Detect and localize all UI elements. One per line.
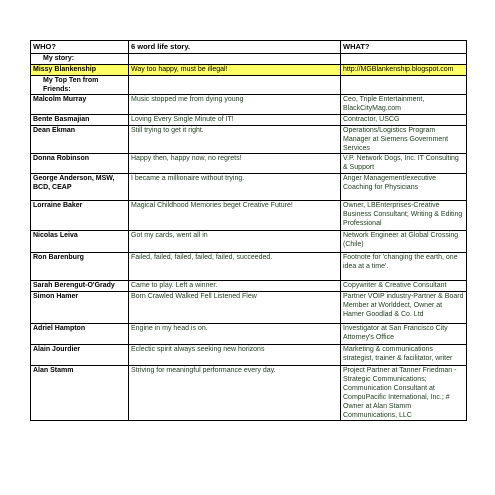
row-what: Project Partner at Tanner Friedman - Strategic Communications; Communication Consultant at CompuPacific International, Inc.; # Owner at Alan Stamm Communications, LLC [341,366,467,421]
section-empty-cell [129,54,341,65]
row-name: Malcolm Murray [31,95,129,115]
section-my-story [31,54,467,65]
header-who: WHO? [31,41,129,54]
row-what: Footnote for 'changing the earth, one idea at a time'. [341,253,467,281]
table-row [31,174,467,201]
row-name: Bente Basmajian [31,115,129,126]
header-story: 6 word life story. [129,41,341,54]
header-row [31,41,467,54]
row-name: Nicolas Leiva [31,231,129,253]
row-story: Music stopped me from dying young [129,95,341,115]
row-story: Failed, failed, failed, failed, failed, succeeded. [129,253,341,281]
row-name: Donna Robinson [31,154,129,174]
row-name: George Anderson, MSW, BCD, CEAP [31,174,129,201]
section-top-ten [31,76,467,95]
row-name: Simon Hamer [31,292,129,324]
row-what: Ceo, Triple Entertainment, BlackCityMag.com [341,95,467,115]
life-story-spreadsheet [30,40,467,421]
row-story: Engine in my head is on. [129,324,341,345]
highlight-link[interactable]: http://MGBlankenship.blogspot.com [341,65,467,76]
row-story: Came to play. Left a winner. [129,281,341,292]
table-row [31,345,467,366]
row-name: Alain Jourdier [31,345,129,366]
row-what: Contractor, USCG [341,115,467,126]
section-label-my-story: My story: [31,54,129,65]
highlight-row [31,65,467,76]
row-what: Operations/Logistics Program Manager at Siemens Government Services [341,126,467,154]
row-story: Still trying to get it right. [129,126,341,154]
row-story: Happy then, happy now, no regrets! [129,154,341,174]
row-name: Sarah Berengut-O'Grady [31,281,129,292]
table-row [31,126,467,154]
row-what: Investigator at San Francisco City Attorney's Office [341,324,467,345]
table-row [31,201,467,231]
row-what: Network Engineer at Global Crossing (Chile) [341,231,467,253]
table-row [31,95,467,115]
section-empty-cell [341,54,467,65]
row-story: Got my cards, went all in [129,231,341,253]
table-row [31,154,467,174]
header-what: WHAT? [341,41,467,54]
table-row [31,366,467,421]
row-what: Copywriter & Creative Consultant [341,281,467,292]
table-row [31,292,467,324]
section-label-top-ten: My Top Ten from Friends: [31,76,129,95]
table-row [31,115,467,126]
friend-rows [31,95,467,421]
section-empty-cell [341,76,467,95]
row-name: Adriel Hampton [31,324,129,345]
table-row [31,231,467,253]
highlight-name: Missy Blankenship [31,65,129,76]
row-name: Lorraine Baker [31,201,129,231]
highlight-story: Way too happy, must be illegal! [129,65,341,76]
section-empty-cell [129,76,341,95]
table-row [31,281,467,292]
row-story: Eclectic spirit always seeking new horizons [129,345,341,366]
row-story: Loving Every Single Minute of IT! [129,115,341,126]
row-what: V.P. Network Dogs, Inc. IT Consulting & Support [341,154,467,174]
row-what: Partner VOIP industry-Partner & Board Member at Worlddect, Owner at Hamer Goodlad & Co. Ltd [341,292,467,324]
row-story: Magical Childhood Memories beget Creative Future! [129,201,341,231]
row-name: Ron Barenburg [31,253,129,281]
table-row [31,253,467,281]
row-what: Owner, LBEnterprises-Creative Business Consultant; Writing & Editing Professional [341,201,467,231]
row-what: Anger Management/executive Coaching for Physicians [341,174,467,201]
row-story: Born Crawled Walked Fell Listened Flew [129,292,341,324]
row-name: Alan Stamm [31,366,129,421]
row-story: Striving for meaningful performance every day. [129,366,341,421]
row-story: I became a millionaire without trying. [129,174,341,201]
row-name: Dean Ekman [31,126,129,154]
table-row [31,324,467,345]
row-what: Marketing & communications strategist, trainer & facilitator, writer [341,345,467,366]
